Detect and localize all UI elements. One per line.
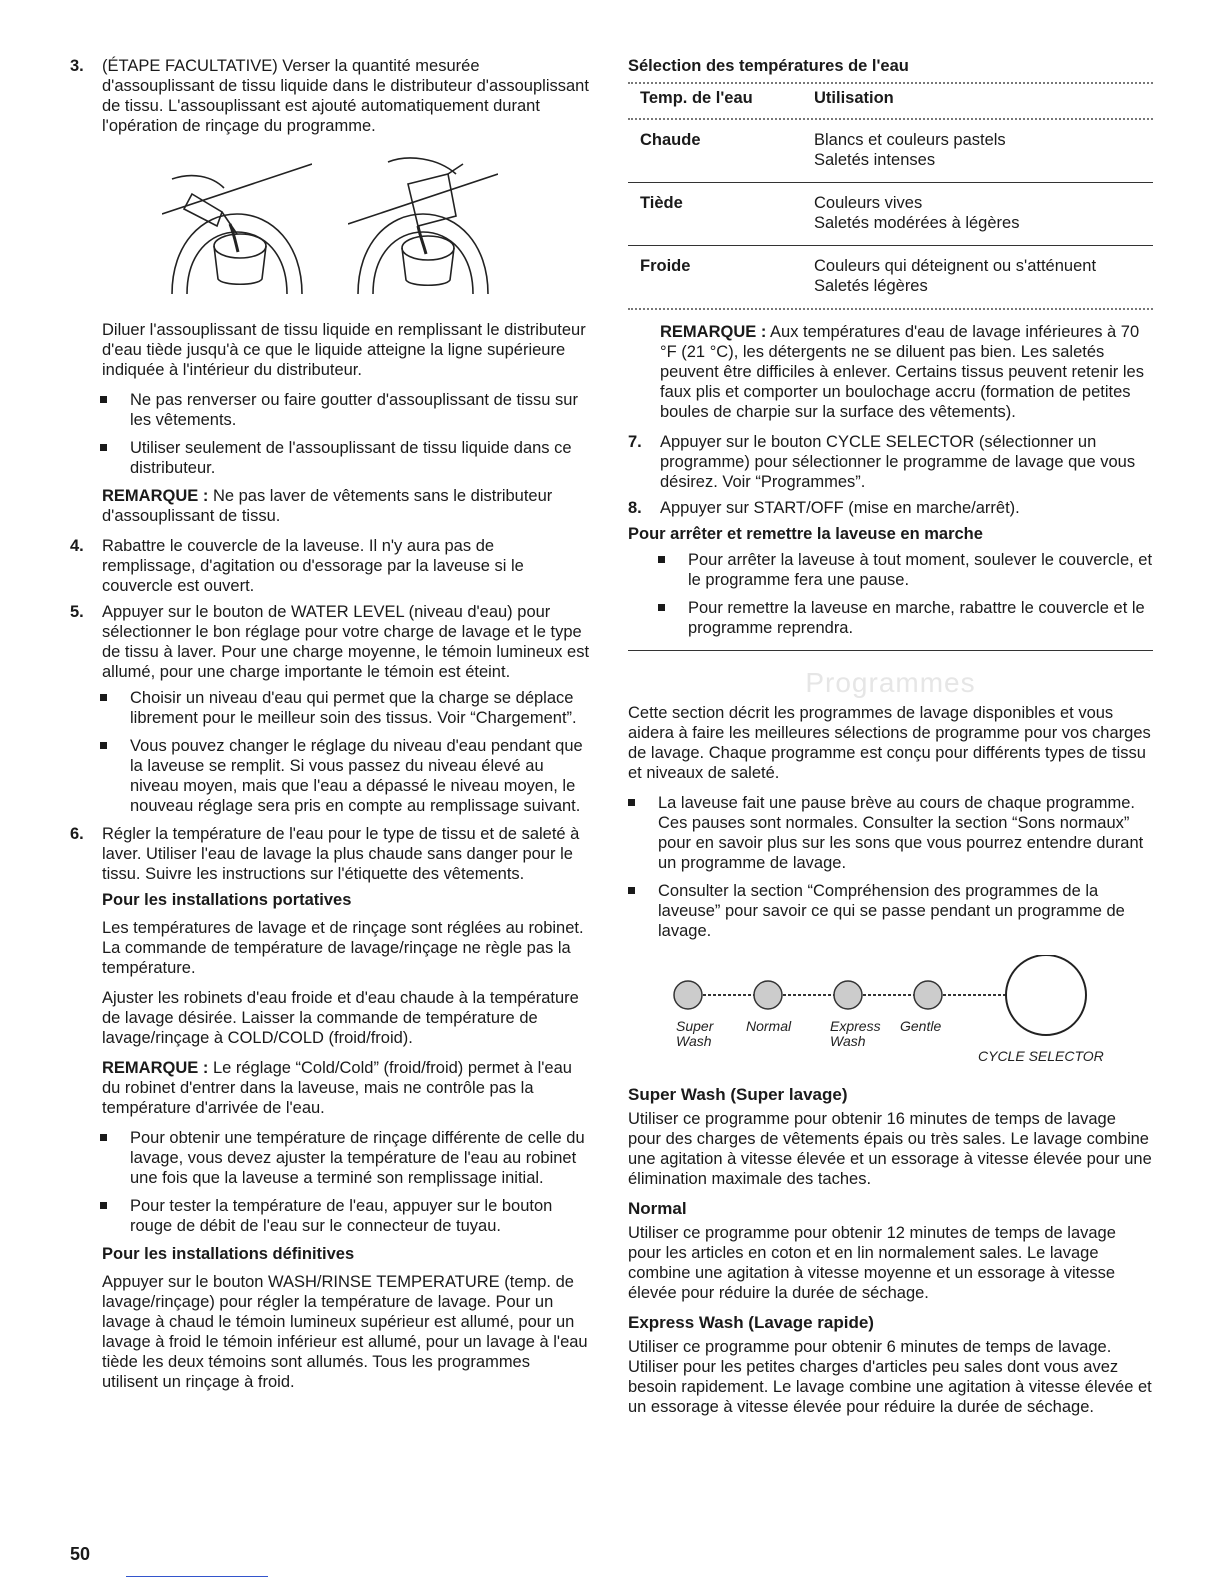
remark-label: REMARQUE :	[102, 487, 209, 505]
step-number: 8.	[628, 499, 642, 517]
table-row	[628, 120, 1153, 183]
cycle-selector-caption: CYCLE SELECTOR	[978, 1048, 1104, 1064]
temp-cell: Chaude	[628, 120, 802, 183]
step-number: 3.	[70, 57, 84, 75]
step-6	[70, 824, 590, 884]
express-wash-indicator	[834, 981, 862, 1009]
list-item: Pour tester la température de l'eau, appuyer sur le bouton rouge de débit de l'eau sur le connecteur de tuyau.	[100, 1196, 590, 1236]
cycle-selector-diagram	[628, 955, 1153, 1073]
list-item: Pour obtenir une température de rinçage différente de celle du lavage, vous devez ajuster la température de l'eau au robinet une fois que la laveuse a terminé son remplissage initial.	[100, 1128, 590, 1188]
step-5	[70, 602, 590, 682]
list-item: La laveuse fait une pause brève au cours de chaque programme. Ces pauses sont normales. Consulter la section “Sons normaux” pour en savoir plus sur les sons que vous pourrez entendre durant un programme de lavage.	[628, 793, 1153, 873]
use-cell	[802, 120, 1153, 183]
right-column	[628, 56, 1153, 1427]
use-line: Saletés légères	[814, 277, 928, 295]
temperature-table	[628, 84, 1153, 308]
super-wash-label: Super Wash	[676, 1018, 714, 1049]
temp-cell: Tiède	[628, 183, 802, 246]
programs-intro: Cette section décrit les programmes de lavage disponibles et vous aidera à faire les meilleures sélections de programme pour vos charges de lavage. Chaque programme est conçu pour différents types de tissu et niveaux de saleté.	[628, 704, 1151, 782]
remark-label: REMARQUE :	[660, 323, 767, 341]
portable-heading: Pour les installations portatives	[102, 891, 352, 909]
table-row	[628, 246, 1153, 309]
step-text: Rabattre le couvercle de la laveuse. Il n'y aura pas de remplissage, d'agitation ou d'essorage par la laveuse si le couvercle est ouvert.	[102, 537, 524, 595]
pouring-measuring-cup-illustration	[348, 154, 498, 304]
list-item: Choisir un niveau d'eau qui permet que la charge se déplace librement pour le meilleur soin des tissus. Voir “Chargement”.	[100, 688, 590, 728]
step-number: 5.	[70, 603, 84, 621]
remark-2	[102, 1058, 590, 1118]
table-row	[628, 183, 1153, 246]
portable-paragraph-2: Ajuster les robinets d'eau froide et d'eau chaude à la température de lavage désirée. Laisser la commande de température de lavage/rinçage à COLD/COLD (froid/froid).	[102, 989, 579, 1047]
dilute-paragraph: Diluer l'assouplissant de tissu liquide en remplissant le distributeur d'eau tiède jusqu'à ce que le liquide atteigne la ligne supérieure indiquée à l'intérieur du distributeur.	[102, 321, 586, 379]
use-line: Saletés modérées à légères	[814, 214, 1020, 232]
remark-label: REMARQUE :	[102, 1059, 209, 1077]
super-wash-indicator	[674, 981, 702, 1009]
list-item: Ne pas renverser ou faire goutter d'assouplissant de tissu sur les vêtements.	[100, 390, 590, 430]
use-line: Saletés intenses	[814, 151, 936, 169]
program-title: Super Wash (Super lavage)	[628, 1085, 848, 1104]
step-number: 4.	[70, 537, 84, 555]
portable-paragraph-1: Les températures de lavage et de rinçage sont réglées au robinet. La commande de température de lavage/rinçage ne règle pas la température.	[102, 919, 584, 977]
step-3	[70, 56, 590, 136]
list-item: Vous pouvez changer le réglage du niveau d'eau pendant que la laveuse se remplit. Si vous passez du niveau élevé au niveau moyen, mais que l'eau a dépassé le niveau moyen, le nouveau réglage sera pris en compte au remplissage suivant.	[100, 736, 590, 816]
list-item: Consulter la section “Compréhension des programmes de la laveuse” pour savoir ce qui se passe pendant un programme de lavage.	[628, 881, 1153, 941]
permanent-heading: Pour les installations définitives	[102, 1245, 355, 1263]
permanent-paragraph: Appuyer sur le bouton WASH/RINSE TEMPERATURE (temp. de lavage/rinçage) pour régler la température de lavage. Pour un lavage à chaud le témoin lumineux supérieur est allumé, pour un lavage à froid le témoin inférieur est allumé, pour un lavage à l'eau tiède les deux témoins sont allumés. Tous les programmes utilisent un rinçage à froid.	[102, 1273, 588, 1391]
list-item: Pour remettre la laveuse en marche, rabattre le couvercle et le programme reprendra.	[658, 598, 1153, 638]
column-header: Temp. de l'eau	[640, 89, 753, 107]
step-text: Appuyer sur le bouton de WATER LEVEL (niveau d'eau) pour sélectionner le bon réglage pour votre charge de lavage et le type de tissu à laver. Pour une charge moyenne, le témoin lumineux est allumé, pour une charge importante le témoin est éteint.	[102, 603, 590, 681]
stop-heading: Pour arrêter et remettre la laveuse en marche	[628, 525, 983, 543]
step-number: 6.	[70, 825, 84, 843]
program-description: Utiliser ce programme pour obtenir 6 minutes de temps de lavage. Utiliser pour les petites charges d'articles peu sales dont vous avez besoin rapidement. Le lavage combine une agitation à vitesse élevée et un essorage à vitesse élevée pour réduire la durée de séchage.	[628, 1338, 1152, 1416]
program-description: Utiliser ce programme pour obtenir 12 minutes de temps de lavage pour les articles en coton et en lin normalement sales. Le lavage combine une agitation à vitesse moyenne et un essorage à vitesse élevée pour réduire la durée de séchage.	[628, 1224, 1116, 1302]
program-title: Express Wash (Lavage rapide)	[628, 1313, 874, 1332]
remark-text: Ne pas laver de vêtements sans le distributeur d'assouplissant de tissu.	[102, 487, 553, 525]
table-header-row	[628, 84, 1153, 118]
remark-text: Le réglage “Cold/Cold” (froid/froid) permet à l'eau du robinet d'entrer dans la laveuse, mais ne contrôle pas la température d'arrivée de l'eau.	[102, 1059, 572, 1117]
cycle-selector-knob	[1006, 955, 1086, 1035]
use-line: Blancs et couleurs pastels	[814, 131, 1006, 149]
normal-indicator	[754, 981, 782, 1009]
page-number: 50	[70, 1544, 91, 1564]
step-8	[628, 498, 1153, 518]
use-line: Couleurs vives	[814, 194, 923, 212]
footer-rule	[126, 1576, 268, 1577]
use-cell	[802, 183, 1153, 246]
normal-label: Normal	[746, 1018, 792, 1034]
program-title: Normal	[628, 1199, 687, 1218]
list-item: Pour arrêter la laveuse à tout moment, soulever le couvercle, et le programme fera une pause.	[658, 550, 1153, 590]
temp-cell: Froide	[640, 257, 691, 275]
use-line: Couleurs qui déteignent ou s'atténuent	[814, 257, 1097, 275]
express-wash-label: Express Wash	[830, 1018, 881, 1049]
gentle-label: Gentle	[900, 1018, 942, 1034]
step-number: 7.	[628, 433, 642, 451]
column-header: Utilisation	[814, 89, 894, 107]
left-column	[70, 56, 590, 1402]
temperature-table-title: Sélection des températures de l'eau	[628, 57, 909, 75]
gentle-indicator	[914, 981, 942, 1009]
remark-1	[102, 486, 590, 526]
remark-3	[660, 322, 1153, 422]
step-text: Appuyer sur START/OFF (mise en marche/arrêt).	[660, 499, 1020, 517]
pouring-softener-bottle-illustration	[162, 154, 312, 304]
programs-section-title: Programmes	[805, 667, 976, 698]
dotted-divider	[628, 308, 1153, 310]
step-text: Régler la température de l'eau pour le type de tissu et de saleté à laver. Utiliser l'eau de lavage la plus chaude sans danger pour le tissu. Suivre les instructions sur l'étiquette des vêtements.	[102, 825, 580, 883]
remark-text: Aux températures d'eau de lavage inférieures à 70 °F (21 °C), les détergents ne se diluent pas bien. Les saletés peuvent être difficiles à enlever. Certains tissus peuvent retenir les faux plis et comporter un boulochage accru (formation de petites boules de charpie sur la surface des vêtements).	[660, 323, 1144, 421]
step-7	[628, 432, 1153, 492]
program-description: Utiliser ce programme pour obtenir 16 minutes de temps de lavage pour des charges de vêtements épais ou très sales. Le lavage combine une agitation à vitesse élevée et un essorage à vitesse élevée pour une élimination maximale des taches.	[628, 1110, 1152, 1188]
step-4	[70, 536, 590, 596]
list-item: Utiliser seulement de l'assouplissant de tissu liquide dans ce distributeur.	[100, 438, 590, 478]
step-text: (ÉTAPE FACULTATIVE) Verser la quantité mesurée d'assouplissant de tissu liquide dans le distributeur d'assouplissant de tissu. L'assouplissant est ajouté automatiquement durant l'opération de rinçage du programme.	[102, 57, 589, 135]
softener-illustrations	[70, 154, 590, 304]
use-cell	[802, 246, 1153, 309]
step-text: Appuyer sur le bouton CYCLE SELECTOR (sélectionner un programme) pour sélectionner le programme de lavage que vous désirez. Voir “Programmes”.	[660, 433, 1136, 491]
section-divider	[628, 650, 1153, 651]
